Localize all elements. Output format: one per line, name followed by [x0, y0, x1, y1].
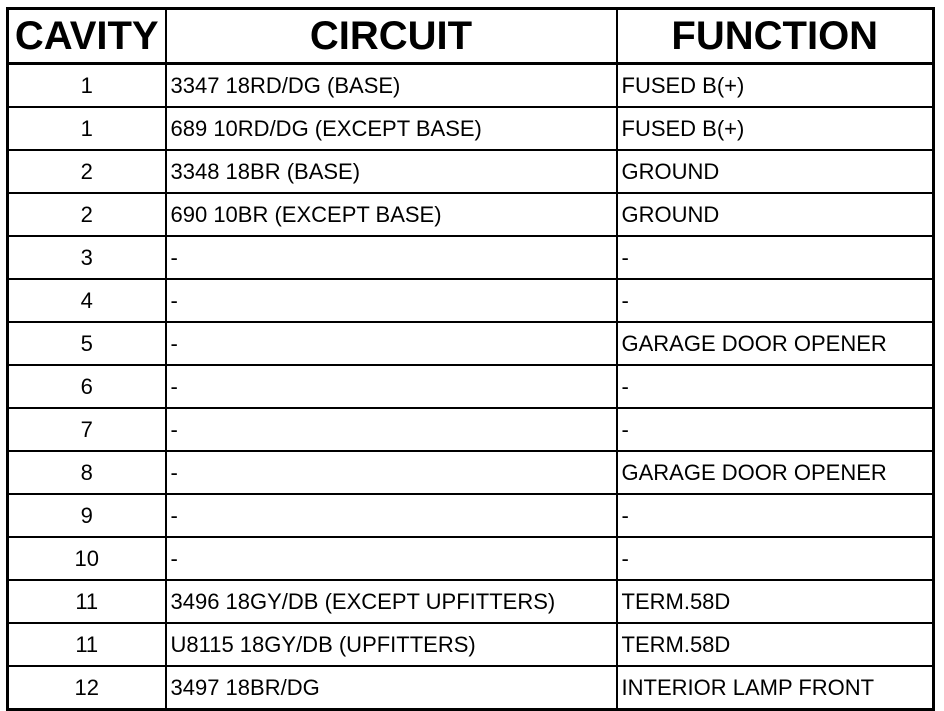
table-row — [8, 322, 934, 365]
table-row — [8, 451, 934, 494]
circuit-cell: - — [166, 408, 617, 451]
function-cell: FUSED B(+) — [617, 107, 934, 150]
table-row — [8, 236, 934, 279]
table-row — [8, 64, 934, 108]
function-cell: INTERIOR LAMP FRONT — [617, 666, 934, 710]
circuit-cell: - — [166, 451, 617, 494]
table-row — [8, 279, 934, 322]
connector-pinout-table — [6, 7, 935, 711]
circuit-cell: 3496 18GY/DB (EXCEPT UPFITTERS) — [166, 580, 617, 623]
function-cell: - — [617, 494, 934, 537]
circuit-cell: 3347 18RD/DG (BASE) — [166, 64, 617, 108]
table-row — [8, 107, 934, 150]
cavity-cell: 9 — [8, 494, 166, 537]
cavity-cell: 4 — [8, 279, 166, 322]
header-function: FUNCTION — [617, 9, 934, 64]
cavity-cell: 7 — [8, 408, 166, 451]
circuit-cell: - — [166, 494, 617, 537]
cavity-cell: 11 — [8, 580, 166, 623]
circuit-cell: - — [166, 279, 617, 322]
table-row — [8, 537, 934, 580]
circuit-cell: - — [166, 236, 617, 279]
table-row — [8, 193, 934, 236]
function-cell: - — [617, 365, 934, 408]
table-row — [8, 150, 934, 193]
cavity-cell: 1 — [8, 107, 166, 150]
circuit-cell: 3497 18BR/DG — [166, 666, 617, 710]
cavity-cell: 5 — [8, 322, 166, 365]
table-row — [8, 365, 934, 408]
table-row — [8, 580, 934, 623]
function-cell: FUSED B(+) — [617, 64, 934, 108]
circuit-cell: U8115 18GY/DB (UPFITTERS) — [166, 623, 617, 666]
table-row — [8, 623, 934, 666]
cavity-cell: 11 — [8, 623, 166, 666]
circuit-cell: - — [166, 322, 617, 365]
cavity-cell: 12 — [8, 666, 166, 710]
circuit-cell: 3348 18BR (BASE) — [166, 150, 617, 193]
function-cell: - — [617, 537, 934, 580]
header-row — [8, 9, 934, 64]
cavity-cell: 2 — [8, 150, 166, 193]
header-cavity: CAVITY — [8, 9, 166, 64]
function-cell: - — [617, 236, 934, 279]
cavity-cell: 2 — [8, 193, 166, 236]
circuit-cell: - — [166, 537, 617, 580]
circuit-cell: 690 10BR (EXCEPT BASE) — [166, 193, 617, 236]
function-cell: GROUND — [617, 150, 934, 193]
table-row — [8, 666, 934, 710]
table-row — [8, 408, 934, 451]
cavity-cell: 1 — [8, 64, 166, 108]
cavity-cell: 10 — [8, 537, 166, 580]
function-cell: - — [617, 408, 934, 451]
function-cell: GROUND — [617, 193, 934, 236]
cavity-cell: 3 — [8, 236, 166, 279]
function-cell: GARAGE DOOR OPENER — [617, 322, 934, 365]
function-cell: TERM.58D — [617, 623, 934, 666]
header-circuit: CIRCUIT — [166, 9, 617, 64]
function-cell: TERM.58D — [617, 580, 934, 623]
cavity-cell: 8 — [8, 451, 166, 494]
function-cell: GARAGE DOOR OPENER — [617, 451, 934, 494]
circuit-cell: - — [166, 365, 617, 408]
circuit-cell: 689 10RD/DG (EXCEPT BASE) — [166, 107, 617, 150]
cavity-cell: 6 — [8, 365, 166, 408]
table-row — [8, 494, 934, 537]
function-cell: - — [617, 279, 934, 322]
